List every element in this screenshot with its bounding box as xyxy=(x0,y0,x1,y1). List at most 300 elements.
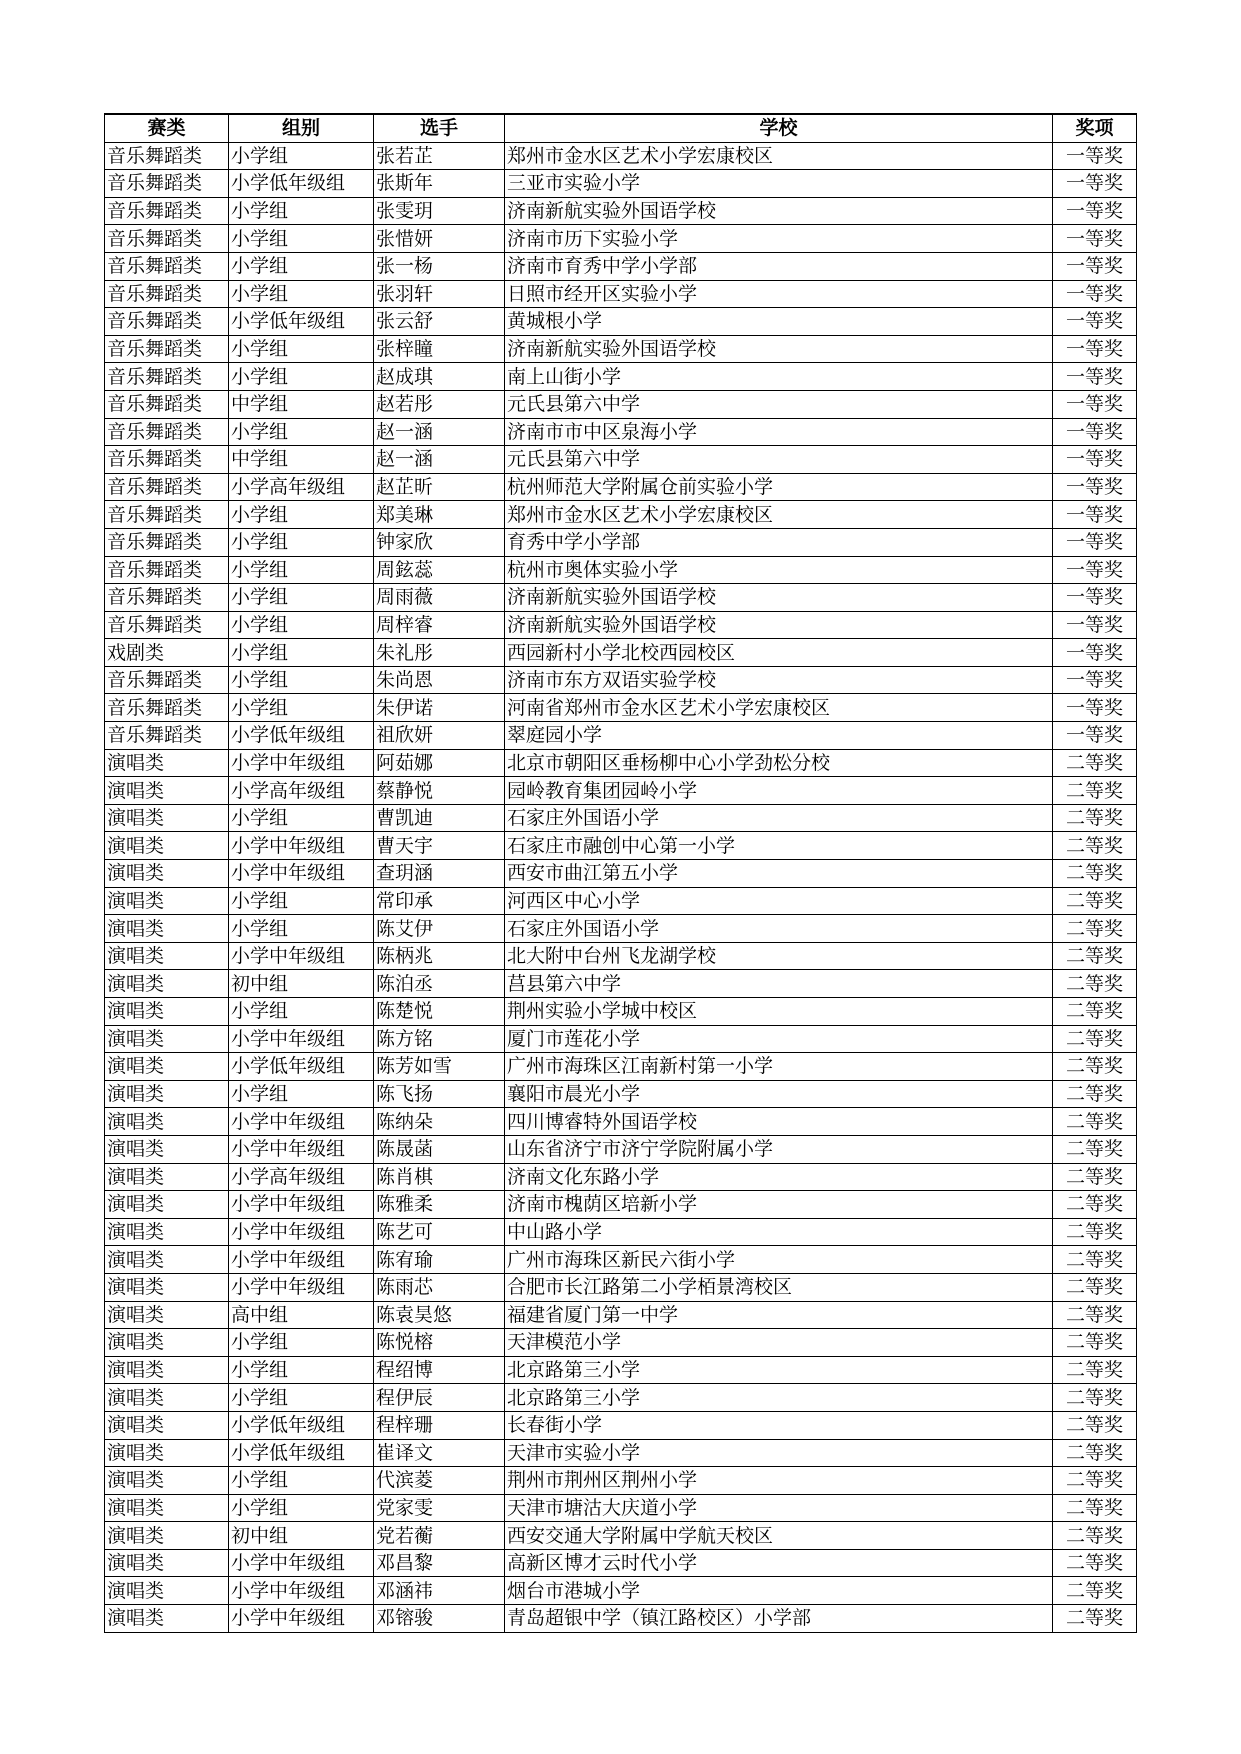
table-row xyxy=(105,142,1137,170)
table-row xyxy=(105,1356,1137,1384)
table-row xyxy=(105,1522,1137,1550)
award-cell: 二等奖 xyxy=(1053,832,1137,860)
contestant-cell: 陈晟菡 xyxy=(374,1135,505,1163)
category-cell: 音乐舞蹈类 xyxy=(105,390,229,418)
group-cell: 小学组 xyxy=(229,142,374,170)
award-cell: 二等奖 xyxy=(1053,942,1137,970)
group-cell: 小学高年级组 xyxy=(229,1163,374,1191)
category-cell: 演唱类 xyxy=(105,1246,229,1274)
group-cell: 小学中年级组 xyxy=(229,1577,374,1605)
contestant-cell: 陈雅柔 xyxy=(374,1191,505,1219)
contestant-cell: 赵若彤 xyxy=(374,390,505,418)
school-cell: 石家庄外国语小学 xyxy=(505,804,1053,832)
category-cell: 演唱类 xyxy=(105,1467,229,1495)
contestant-cell: 曹凯迪 xyxy=(374,804,505,832)
award-cell: 一等奖 xyxy=(1053,170,1137,198)
table-row xyxy=(105,335,1137,363)
contestant-cell: 朱伊诺 xyxy=(374,694,505,722)
group-cell: 初中组 xyxy=(229,970,374,998)
table-row xyxy=(105,280,1137,308)
award-cell: 二等奖 xyxy=(1053,998,1137,1026)
school-cell: 荆州市荆州区荆州小学 xyxy=(505,1467,1053,1495)
contestant-cell: 张若芷 xyxy=(374,142,505,170)
category-cell: 演唱类 xyxy=(105,1273,229,1301)
award-cell: 二等奖 xyxy=(1053,1439,1137,1467)
award-cell: 二等奖 xyxy=(1053,1467,1137,1495)
contestant-cell: 郑美琳 xyxy=(374,501,505,529)
award-cell: 一等奖 xyxy=(1053,611,1137,639)
school-cell: 中山路小学 xyxy=(505,1218,1053,1246)
table-row xyxy=(105,666,1137,694)
category-cell: 演唱类 xyxy=(105,1549,229,1577)
category-cell: 戏剧类 xyxy=(105,639,229,667)
group-cell: 小学低年级组 xyxy=(229,1439,374,1467)
contestant-cell: 陈宥瑜 xyxy=(374,1246,505,1274)
award-cell: 一等奖 xyxy=(1053,335,1137,363)
contestant-cell: 邓昌黎 xyxy=(374,1549,505,1577)
contestant-cell: 张斯年 xyxy=(374,170,505,198)
category-cell: 音乐舞蹈类 xyxy=(105,170,229,198)
award-cell: 二等奖 xyxy=(1053,1384,1137,1412)
award-cell: 二等奖 xyxy=(1053,970,1137,998)
category-cell: 演唱类 xyxy=(105,1356,229,1384)
group-cell: 小学组 xyxy=(229,804,374,832)
table-row xyxy=(105,556,1137,584)
category-cell: 音乐舞蹈类 xyxy=(105,528,229,556)
contestant-cell: 陈肖棋 xyxy=(374,1163,505,1191)
school-cell: 莒县第六中学 xyxy=(505,970,1053,998)
table-row xyxy=(105,1025,1137,1053)
award-cell: 二等奖 xyxy=(1053,887,1137,915)
award-cell: 一等奖 xyxy=(1053,528,1137,556)
award-cell: 二等奖 xyxy=(1053,1356,1137,1384)
group-cell: 小学组 xyxy=(229,225,374,253)
contestant-cell: 张一杨 xyxy=(374,252,505,280)
contestant-cell: 周梓睿 xyxy=(374,611,505,639)
group-cell: 小学组 xyxy=(229,639,374,667)
award-cell: 二等奖 xyxy=(1053,749,1137,777)
table-row xyxy=(105,749,1137,777)
table-row xyxy=(105,528,1137,556)
category-cell: 音乐舞蹈类 xyxy=(105,473,229,501)
category-cell: 演唱类 xyxy=(105,887,229,915)
table-row xyxy=(105,501,1137,529)
group-cell: 小学组 xyxy=(229,528,374,556)
group-cell: 小学组 xyxy=(229,887,374,915)
category-cell: 演唱类 xyxy=(105,1163,229,1191)
contestant-cell: 张羽轩 xyxy=(374,280,505,308)
group-cell: 小学组 xyxy=(229,252,374,280)
table-row xyxy=(105,1218,1137,1246)
award-cell: 一等奖 xyxy=(1053,722,1137,750)
category-cell: 音乐舞蹈类 xyxy=(105,308,229,336)
category-cell: 音乐舞蹈类 xyxy=(105,584,229,612)
table-row xyxy=(105,1301,1137,1329)
school-cell: 园岭教育集团园岭小学 xyxy=(505,777,1053,805)
group-cell: 小学组 xyxy=(229,363,374,391)
category-cell: 演唱类 xyxy=(105,1135,229,1163)
school-cell: 济南市槐荫区培新小学 xyxy=(505,1191,1053,1219)
category-cell: 演唱类 xyxy=(105,777,229,805)
contestant-cell: 张雯玥 xyxy=(374,197,505,225)
award-cell: 二等奖 xyxy=(1053,1494,1137,1522)
contestant-cell: 邓涵祎 xyxy=(374,1577,505,1605)
contestant-cell: 陈芳如雪 xyxy=(374,1053,505,1081)
award-cell: 二等奖 xyxy=(1053,1080,1137,1108)
table-row xyxy=(105,804,1137,832)
school-cell: 青岛超银中学（镇江路校区）小学部 xyxy=(505,1605,1053,1633)
group-cell: 中学组 xyxy=(229,446,374,474)
group-cell: 小学低年级组 xyxy=(229,722,374,750)
group-cell: 小学中年级组 xyxy=(229,1191,374,1219)
category-cell: 演唱类 xyxy=(105,1439,229,1467)
award-cell: 一等奖 xyxy=(1053,639,1137,667)
contestant-cell: 朱尚恩 xyxy=(374,666,505,694)
group-cell: 小学组 xyxy=(229,418,374,446)
contestant-cell: 党若蘅 xyxy=(374,1522,505,1550)
contestant-cell: 朱礼彤 xyxy=(374,639,505,667)
table-row xyxy=(105,777,1137,805)
award-cell: 一等奖 xyxy=(1053,363,1137,391)
group-cell: 小学中年级组 xyxy=(229,1218,374,1246)
group-cell: 小学组 xyxy=(229,280,374,308)
award-cell: 一等奖 xyxy=(1053,142,1137,170)
group-cell: 小学组 xyxy=(229,666,374,694)
contestant-cell: 程绍博 xyxy=(374,1356,505,1384)
award-cell: 二等奖 xyxy=(1053,1522,1137,1550)
group-cell: 小学组 xyxy=(229,1356,374,1384)
table-row xyxy=(105,1329,1137,1357)
contestant-cell: 陈艺可 xyxy=(374,1218,505,1246)
group-cell: 小学低年级组 xyxy=(229,308,374,336)
school-cell: 济南市市中区泉海小学 xyxy=(505,418,1053,446)
header-award: 奖项 xyxy=(1053,114,1137,142)
table-row xyxy=(105,1191,1137,1219)
group-cell: 小学组 xyxy=(229,556,374,584)
group-cell: 初中组 xyxy=(229,1522,374,1550)
table-row xyxy=(105,252,1137,280)
table-row xyxy=(105,473,1137,501)
category-cell: 演唱类 xyxy=(105,1025,229,1053)
award-cell: 二等奖 xyxy=(1053,1108,1137,1136)
table-row xyxy=(105,170,1137,198)
contestant-cell: 陈柄兆 xyxy=(374,942,505,970)
table-row xyxy=(105,390,1137,418)
category-cell: 音乐舞蹈类 xyxy=(105,335,229,363)
category-cell: 音乐舞蹈类 xyxy=(105,252,229,280)
table-row xyxy=(105,1411,1137,1439)
group-cell: 小学组 xyxy=(229,915,374,943)
group-cell: 小学组 xyxy=(229,1329,374,1357)
group-cell: 小学组 xyxy=(229,1080,374,1108)
contestant-cell: 陈艾伊 xyxy=(374,915,505,943)
contestant-cell: 赵一涵 xyxy=(374,418,505,446)
table-row xyxy=(105,887,1137,915)
school-cell: 济南文化东路小学 xyxy=(505,1163,1053,1191)
table-row xyxy=(105,363,1137,391)
group-cell: 小学组 xyxy=(229,1467,374,1495)
award-cell: 二等奖 xyxy=(1053,1218,1137,1246)
award-cell: 二等奖 xyxy=(1053,1301,1137,1329)
award-cell: 一等奖 xyxy=(1053,197,1137,225)
contestant-cell: 程伊辰 xyxy=(374,1384,505,1412)
group-cell: 小学中年级组 xyxy=(229,1246,374,1274)
contestant-cell: 陈纳朵 xyxy=(374,1108,505,1136)
school-cell: 北京市朝阳区垂杨柳中心小学劲松分校 xyxy=(505,749,1053,777)
contestant-cell: 常印承 xyxy=(374,887,505,915)
table-row xyxy=(105,1467,1137,1495)
group-cell: 高中组 xyxy=(229,1301,374,1329)
table-row xyxy=(105,197,1137,225)
category-cell: 音乐舞蹈类 xyxy=(105,694,229,722)
award-cell: 二等奖 xyxy=(1053,860,1137,888)
category-cell: 演唱类 xyxy=(105,915,229,943)
award-cell: 二等奖 xyxy=(1053,777,1137,805)
header-group: 组别 xyxy=(229,114,374,142)
table-row xyxy=(105,639,1137,667)
school-cell: 杭州师范大学附属仓前实验小学 xyxy=(505,473,1053,501)
category-cell: 演唱类 xyxy=(105,1191,229,1219)
table-row xyxy=(105,611,1137,639)
school-cell: 北京路第三小学 xyxy=(505,1384,1053,1412)
award-cell: 一等奖 xyxy=(1053,584,1137,612)
group-cell: 小学中年级组 xyxy=(229,749,374,777)
contestant-cell: 崔译文 xyxy=(374,1439,505,1467)
table-row xyxy=(105,1053,1137,1081)
group-cell: 小学低年级组 xyxy=(229,1411,374,1439)
category-cell: 演唱类 xyxy=(105,1329,229,1357)
table-row xyxy=(105,832,1137,860)
category-cell: 音乐舞蹈类 xyxy=(105,142,229,170)
award-cell: 二等奖 xyxy=(1053,1191,1137,1219)
school-cell: 济南新航实验外国语学校 xyxy=(505,197,1053,225)
school-cell: 广州市海珠区江南新村第一小学 xyxy=(505,1053,1053,1081)
table-row xyxy=(105,584,1137,612)
award-cell: 一等奖 xyxy=(1053,308,1137,336)
school-cell: 厦门市莲花小学 xyxy=(505,1025,1053,1053)
award-cell: 一等奖 xyxy=(1053,556,1137,584)
school-cell: 西园新村小学北校西园校区 xyxy=(505,639,1053,667)
group-cell: 小学中年级组 xyxy=(229,832,374,860)
school-cell: 育秀中学小学部 xyxy=(505,528,1053,556)
group-cell: 小学组 xyxy=(229,501,374,529)
school-cell: 天津市实验小学 xyxy=(505,1439,1053,1467)
group-cell: 小学组 xyxy=(229,998,374,1026)
table-row xyxy=(105,1080,1137,1108)
category-cell: 演唱类 xyxy=(105,1218,229,1246)
table-row xyxy=(105,308,1137,336)
category-cell: 演唱类 xyxy=(105,804,229,832)
award-cell: 一等奖 xyxy=(1053,666,1137,694)
school-cell: 荆州实验小学城中校区 xyxy=(505,998,1053,1026)
group-cell: 小学中年级组 xyxy=(229,1549,374,1577)
award-cell: 二等奖 xyxy=(1053,915,1137,943)
contestant-cell: 陈楚悦 xyxy=(374,998,505,1026)
group-cell: 小学高年级组 xyxy=(229,473,374,501)
school-cell: 山东省济宁市济宁学院附属小学 xyxy=(505,1135,1053,1163)
category-cell: 音乐舞蹈类 xyxy=(105,666,229,694)
school-cell: 翠庭园小学 xyxy=(505,722,1053,750)
contestant-cell: 曹天宇 xyxy=(374,832,505,860)
category-cell: 演唱类 xyxy=(105,970,229,998)
school-cell: 河西区中心小学 xyxy=(505,887,1053,915)
award-cell: 二等奖 xyxy=(1053,1053,1137,1081)
category-cell: 音乐舞蹈类 xyxy=(105,446,229,474)
table-body xyxy=(105,142,1137,1632)
table-row xyxy=(105,915,1137,943)
award-cell: 二等奖 xyxy=(1053,1549,1137,1577)
award-cell: 一等奖 xyxy=(1053,225,1137,253)
contestant-cell: 赵一涵 xyxy=(374,446,505,474)
contestant-cell: 周雨薇 xyxy=(374,584,505,612)
table-row xyxy=(105,1549,1137,1577)
award-cell: 二等奖 xyxy=(1053,804,1137,832)
category-cell: 音乐舞蹈类 xyxy=(105,418,229,446)
category-cell: 演唱类 xyxy=(105,749,229,777)
school-cell: 福建省厦门第一中学 xyxy=(505,1301,1053,1329)
awards-table xyxy=(104,113,1137,1633)
school-cell: 烟台市港城小学 xyxy=(505,1577,1053,1605)
table-row xyxy=(105,942,1137,970)
contestant-cell: 祖欣妍 xyxy=(374,722,505,750)
award-cell: 二等奖 xyxy=(1053,1163,1137,1191)
contestant-cell: 陈雨芯 xyxy=(374,1273,505,1301)
table-row xyxy=(105,1246,1137,1274)
award-cell: 二等奖 xyxy=(1053,1329,1137,1357)
school-cell: 西安交通大学附属中学航天校区 xyxy=(505,1522,1053,1550)
table-row xyxy=(105,1605,1137,1633)
school-cell: 广州市海珠区新民六街小学 xyxy=(505,1246,1053,1274)
school-cell: 济南市东方双语实验学校 xyxy=(505,666,1053,694)
group-cell: 小学组 xyxy=(229,611,374,639)
category-cell: 演唱类 xyxy=(105,1605,229,1633)
school-cell: 济南市历下实验小学 xyxy=(505,225,1053,253)
group-cell: 小学中年级组 xyxy=(229,1605,374,1633)
header-school: 学校 xyxy=(505,114,1053,142)
table-row xyxy=(105,998,1137,1026)
award-cell: 二等奖 xyxy=(1053,1577,1137,1605)
table-row xyxy=(105,1494,1137,1522)
contestant-cell: 程梓珊 xyxy=(374,1411,505,1439)
table-row xyxy=(105,1135,1137,1163)
contestant-cell: 邓镕骏 xyxy=(374,1605,505,1633)
school-cell: 高新区博才云时代小学 xyxy=(505,1549,1053,1577)
category-cell: 演唱类 xyxy=(105,1301,229,1329)
award-cell: 一等奖 xyxy=(1053,390,1137,418)
table-header-row xyxy=(105,114,1137,142)
contestant-cell: 赵成琪 xyxy=(374,363,505,391)
table-row xyxy=(105,1384,1137,1412)
header-category: 赛类 xyxy=(105,114,229,142)
contestant-cell: 陈袁昊悠 xyxy=(374,1301,505,1329)
group-cell: 小学组 xyxy=(229,335,374,363)
table-row xyxy=(105,418,1137,446)
school-cell: 北大附中台州飞龙湖学校 xyxy=(505,942,1053,970)
school-cell: 三亚市实验小学 xyxy=(505,170,1053,198)
group-cell: 小学中年级组 xyxy=(229,1273,374,1301)
school-cell: 济南新航实验外国语学校 xyxy=(505,335,1053,363)
category-cell: 演唱类 xyxy=(105,1411,229,1439)
table-row xyxy=(105,446,1137,474)
group-cell: 小学中年级组 xyxy=(229,942,374,970)
group-cell: 小学高年级组 xyxy=(229,777,374,805)
category-cell: 音乐舞蹈类 xyxy=(105,197,229,225)
group-cell: 小学组 xyxy=(229,584,374,612)
contestant-cell: 陈悦榕 xyxy=(374,1329,505,1357)
group-cell: 小学中年级组 xyxy=(229,860,374,888)
group-cell: 小学组 xyxy=(229,694,374,722)
school-cell: 济南新航实验外国语学校 xyxy=(505,611,1053,639)
award-cell: 二等奖 xyxy=(1053,1605,1137,1633)
table-row xyxy=(105,1163,1137,1191)
award-cell: 一等奖 xyxy=(1053,418,1137,446)
school-cell: 杭州市奥体实验小学 xyxy=(505,556,1053,584)
table-row xyxy=(105,1577,1137,1605)
group-cell: 中学组 xyxy=(229,390,374,418)
table-row xyxy=(105,722,1137,750)
table-row xyxy=(105,970,1137,998)
contestant-cell: 阿茹娜 xyxy=(374,749,505,777)
group-cell: 小学中年级组 xyxy=(229,1025,374,1053)
school-cell: 长春街小学 xyxy=(505,1411,1053,1439)
school-cell: 济南市育秀中学小学部 xyxy=(505,252,1053,280)
category-cell: 演唱类 xyxy=(105,832,229,860)
table-row xyxy=(105,1273,1137,1301)
group-cell: 小学组 xyxy=(229,1494,374,1522)
group-cell: 小学组 xyxy=(229,1384,374,1412)
category-cell: 演唱类 xyxy=(105,1577,229,1605)
group-cell: 小学中年级组 xyxy=(229,1108,374,1136)
contestant-cell: 查玥涵 xyxy=(374,860,505,888)
category-cell: 演唱类 xyxy=(105,1053,229,1081)
award-cell: 二等奖 xyxy=(1053,1025,1137,1053)
contestant-cell: 赵芷昕 xyxy=(374,473,505,501)
table-row xyxy=(105,1439,1137,1467)
table-row xyxy=(105,860,1137,888)
category-cell: 演唱类 xyxy=(105,1108,229,1136)
category-cell: 演唱类 xyxy=(105,1384,229,1412)
category-cell: 演唱类 xyxy=(105,942,229,970)
school-cell: 河南省郑州市金水区艺术小学宏康校区 xyxy=(505,694,1053,722)
contestant-cell: 张梓瞳 xyxy=(374,335,505,363)
category-cell: 演唱类 xyxy=(105,1494,229,1522)
header-contestant: 选手 xyxy=(374,114,505,142)
contestant-cell: 张惜妍 xyxy=(374,225,505,253)
contestant-cell: 张云舒 xyxy=(374,308,505,336)
school-cell: 天津市塘沽大庆道小学 xyxy=(505,1494,1053,1522)
school-cell: 合肥市长江路第二小学栢景湾校区 xyxy=(505,1273,1053,1301)
group-cell: 小学组 xyxy=(229,197,374,225)
award-cell: 二等奖 xyxy=(1053,1273,1137,1301)
school-cell: 济南新航实验外国语学校 xyxy=(505,584,1053,612)
group-cell: 小学中年级组 xyxy=(229,1135,374,1163)
school-cell: 元氏县第六中学 xyxy=(505,446,1053,474)
school-cell: 襄阳市晨光小学 xyxy=(505,1080,1053,1108)
category-cell: 演唱类 xyxy=(105,998,229,1026)
contestant-cell: 党家雯 xyxy=(374,1494,505,1522)
contestant-cell: 陈方铭 xyxy=(374,1025,505,1053)
school-cell: 石家庄市融创中心第一小学 xyxy=(505,832,1053,860)
category-cell: 演唱类 xyxy=(105,1080,229,1108)
contestant-cell: 蔡静悦 xyxy=(374,777,505,805)
category-cell: 音乐舞蹈类 xyxy=(105,363,229,391)
table-row xyxy=(105,225,1137,253)
school-cell: 郑州市金水区艺术小学宏康校区 xyxy=(505,142,1053,170)
category-cell: 音乐舞蹈类 xyxy=(105,280,229,308)
school-cell: 西安市曲江第五小学 xyxy=(505,860,1053,888)
contestant-cell: 陈泊丞 xyxy=(374,970,505,998)
award-cell: 一等奖 xyxy=(1053,473,1137,501)
